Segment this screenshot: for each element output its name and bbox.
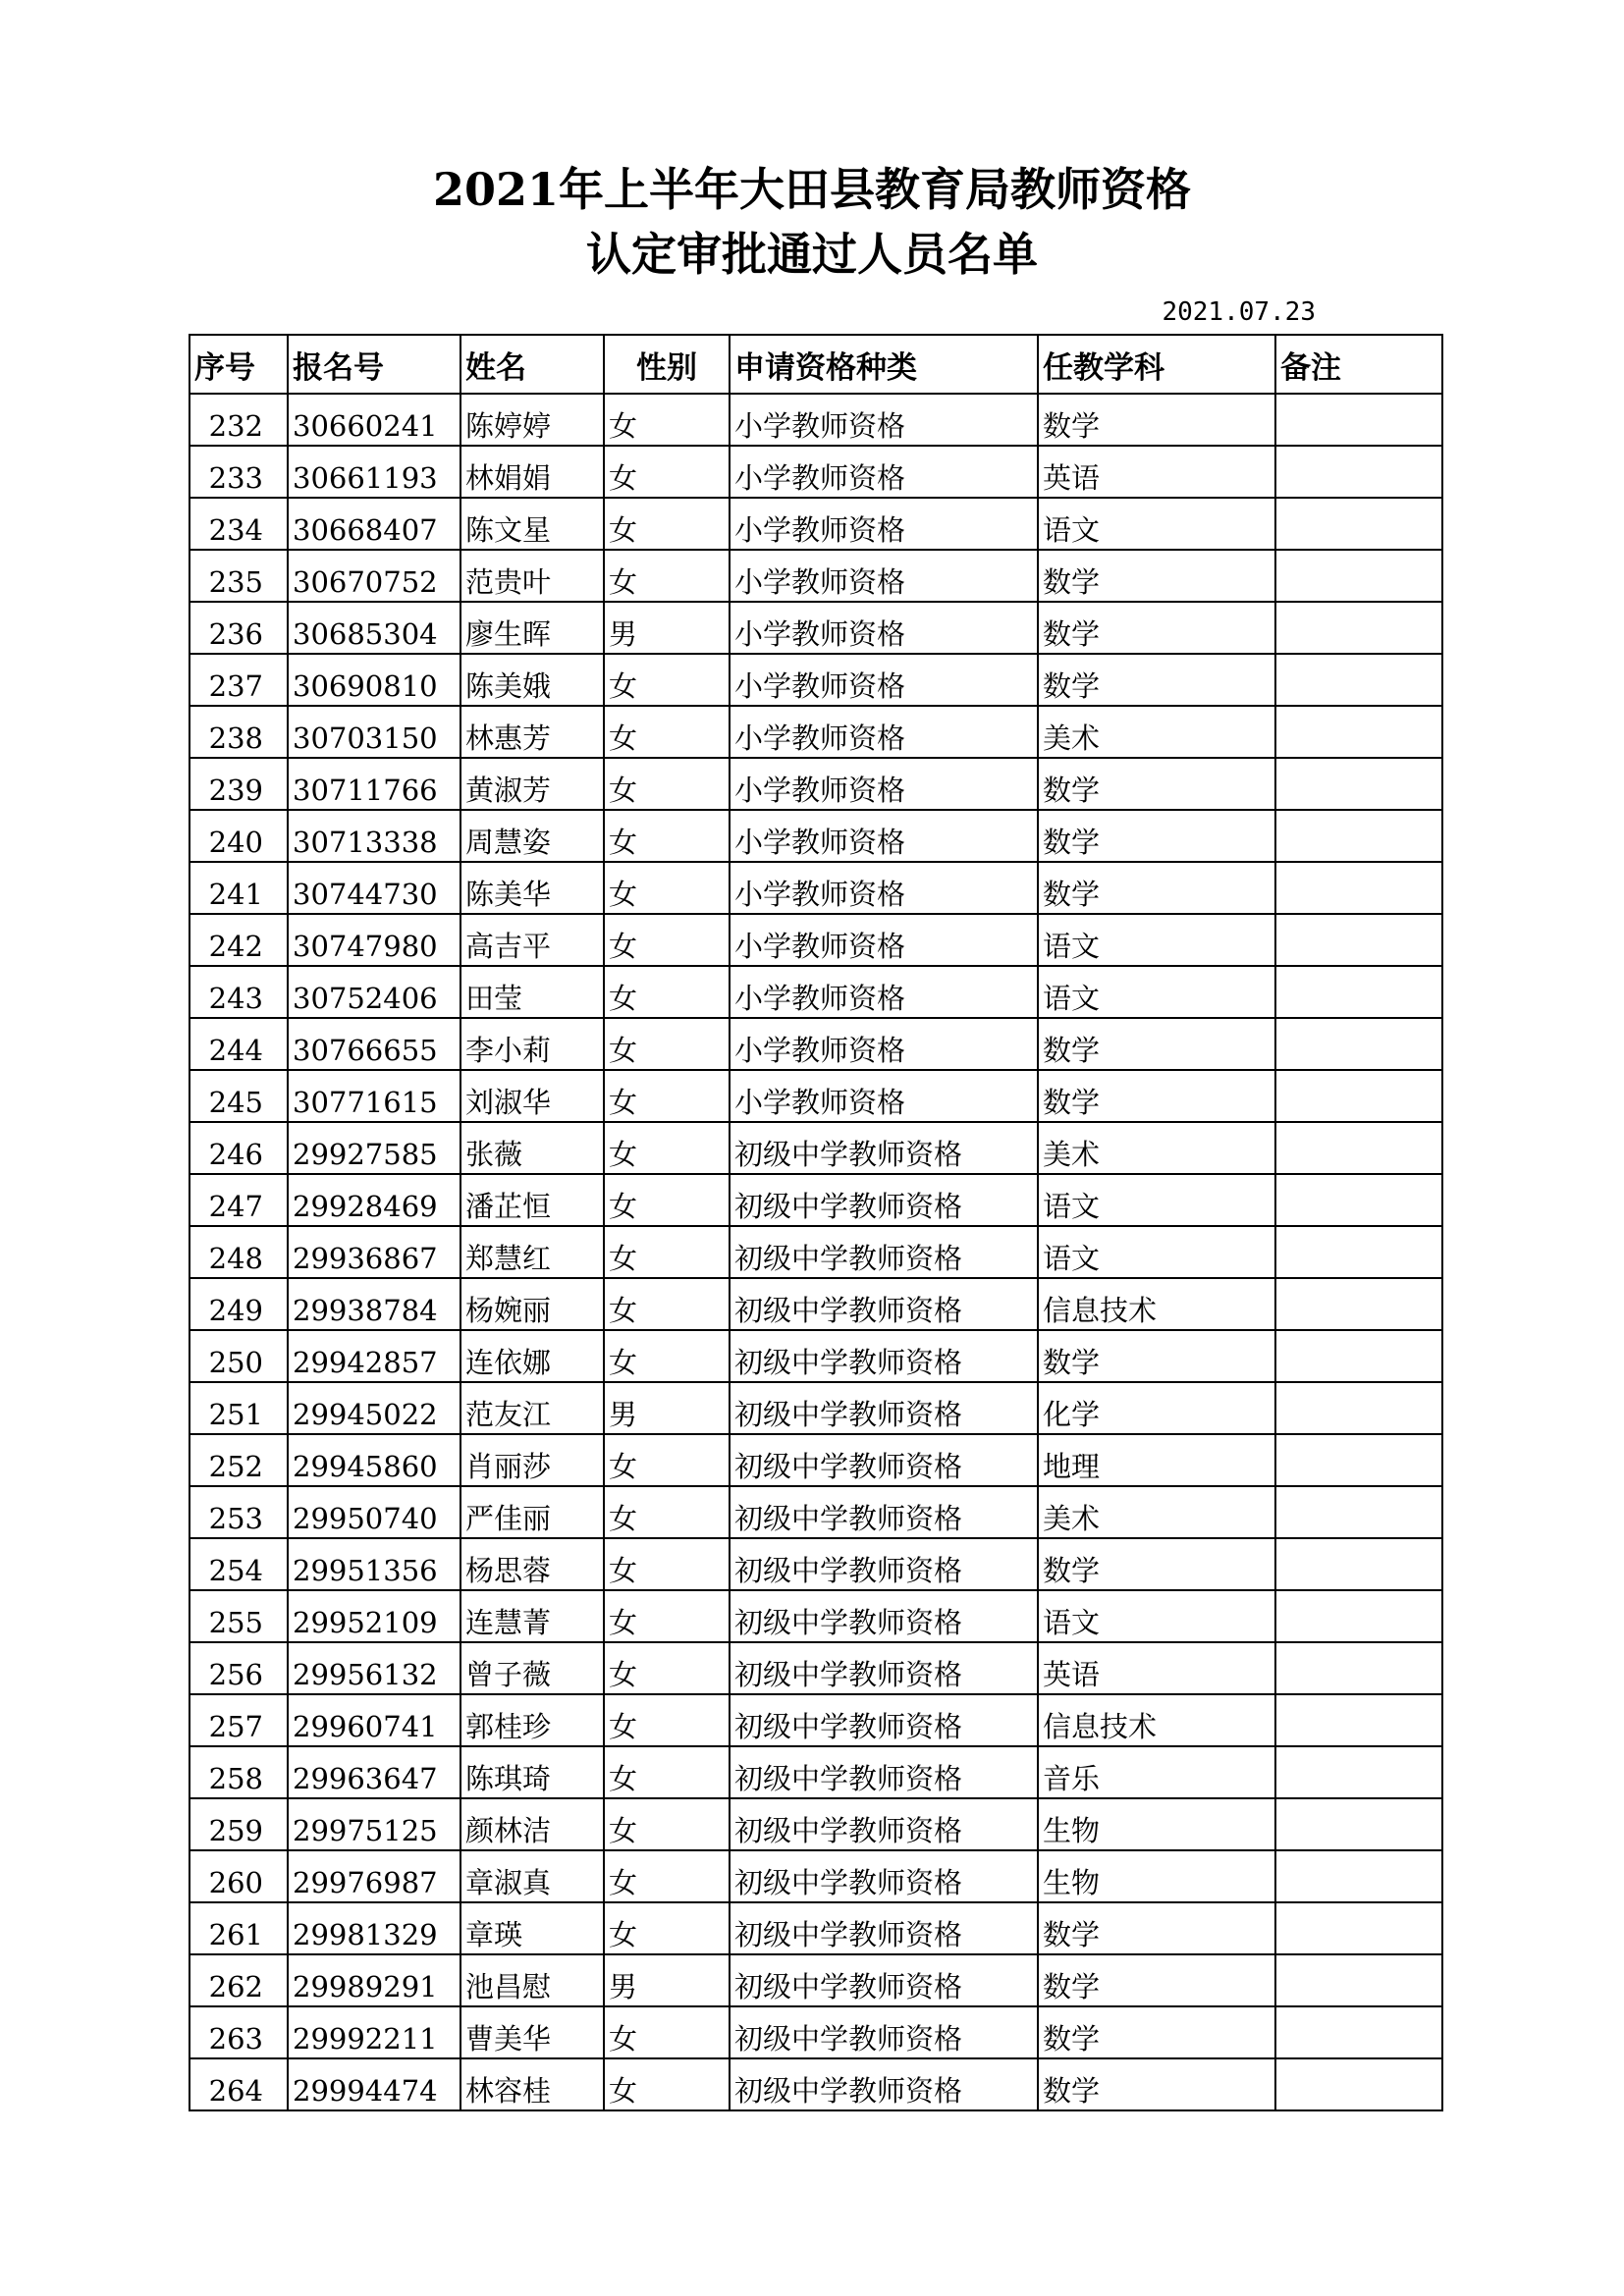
cell-reg-no: 29994474 [288,2058,460,2110]
cell-subject: 音乐 [1038,1746,1275,1798]
cell-remark [1275,914,1442,966]
cell-subject: 美术 [1038,1122,1275,1174]
cell-gender: 女 [604,446,730,498]
cell-type: 小学教师资格 [730,758,1038,810]
cell-seq: 256 [189,1642,288,1694]
cell-type: 小学教师资格 [730,602,1038,654]
cell-subject: 语文 [1038,966,1275,1018]
cell-seq: 243 [189,966,288,1018]
cell-remark [1275,1746,1442,1798]
cell-seq: 246 [189,1122,288,1174]
cell-name: 范友江 [460,1382,604,1434]
table-row [189,1746,1442,1798]
cell-remark [1275,654,1442,706]
cell-remark [1275,810,1442,862]
cell-reg-no: 30752406 [288,966,460,1018]
cell-seq: 237 [189,654,288,706]
cell-reg-no: 29952109 [288,1590,460,1642]
table-row [189,498,1442,550]
cell-reg-no: 29956132 [288,1642,460,1694]
table-row [189,1902,1442,1954]
table-row [189,1278,1442,1330]
cell-seq: 263 [189,2006,288,2058]
cell-subject: 美术 [1038,706,1275,758]
cell-name: 杨婉丽 [460,1278,604,1330]
cell-subject: 数学 [1038,602,1275,654]
cell-reg-no: 29976987 [288,1850,460,1902]
cell-reg-no: 30703150 [288,706,460,758]
header-subject: 任教学科 [1038,335,1275,394]
table-row [189,758,1442,810]
cell-seq: 232 [189,394,288,446]
cell-subject: 语文 [1038,914,1275,966]
header-name: 姓名 [460,335,604,394]
cell-subject: 数学 [1038,1954,1275,2006]
cell-reg-no: 29950740 [288,1486,460,1538]
cell-type: 小学教师资格 [730,654,1038,706]
roster-table [189,334,1443,2111]
table-row [189,1330,1442,1382]
cell-gender: 女 [604,1538,730,1590]
cell-gender: 女 [604,1226,730,1278]
publish-date: 2021.07.23 [1162,297,1316,327]
cell-name: 曾子薇 [460,1642,604,1694]
cell-seq: 240 [189,810,288,862]
cell-type: 初级中学教师资格 [730,1694,1038,1746]
cell-type: 初级中学教师资格 [730,2058,1038,2110]
cell-gender: 女 [604,758,730,810]
cell-type: 初级中学教师资格 [730,2006,1038,2058]
cell-gender: 女 [604,2058,730,2110]
cell-type: 初级中学教师资格 [730,1850,1038,1902]
cell-remark [1275,1954,1442,2006]
cell-remark [1275,1798,1442,1850]
cell-gender: 女 [604,1798,730,1850]
cell-name: 郭桂珍 [460,1694,604,1746]
cell-gender: 女 [604,1486,730,1538]
cell-reg-no: 29981329 [288,1902,460,1954]
table-row [189,1642,1442,1694]
table-row [189,2058,1442,2110]
cell-seq: 242 [189,914,288,966]
cell-gender: 男 [604,602,730,654]
cell-seq: 248 [189,1226,288,1278]
table-row [189,1382,1442,1434]
cell-seq: 251 [189,1382,288,1434]
cell-gender: 女 [604,1642,730,1694]
cell-name: 潘芷恒 [460,1174,604,1226]
cell-name: 章淑真 [460,1850,604,1902]
cell-type: 小学教师资格 [730,550,1038,602]
cell-name: 连依娜 [460,1330,604,1382]
cell-seq: 261 [189,1902,288,1954]
cell-remark [1275,1642,1442,1694]
cell-remark [1275,1174,1442,1226]
cell-subject: 数学 [1038,1902,1275,1954]
cell-type: 小学教师资格 [730,1070,1038,1122]
cell-remark [1275,966,1442,1018]
cell-remark [1275,498,1442,550]
header-row [189,335,1442,394]
cell-seq: 255 [189,1590,288,1642]
cell-gender: 女 [604,1746,730,1798]
cell-gender: 女 [604,1330,730,1382]
cell-remark [1275,1122,1442,1174]
cell-gender: 女 [604,1902,730,1954]
cell-type: 初级中学教师资格 [730,1798,1038,1850]
cell-subject: 数学 [1038,550,1275,602]
cell-subject: 生物 [1038,1798,1275,1850]
table-row [189,1226,1442,1278]
table-row [189,1174,1442,1226]
cell-remark [1275,862,1442,914]
cell-gender: 女 [604,706,730,758]
cell-gender: 女 [604,1590,730,1642]
cell-type: 小学教师资格 [730,394,1038,446]
table-row [189,966,1442,1018]
cell-type: 小学教师资格 [730,862,1038,914]
cell-seq: 247 [189,1174,288,1226]
cell-name: 林娟娟 [460,446,604,498]
cell-remark [1275,1902,1442,1954]
cell-gender: 男 [604,1954,730,2006]
cell-seq: 259 [189,1798,288,1850]
cell-reg-no: 30766655 [288,1018,460,1070]
cell-remark [1275,1070,1442,1122]
table-row [189,1070,1442,1122]
cell-seq: 258 [189,1746,288,1798]
cell-seq: 234 [189,498,288,550]
cell-remark [1275,1018,1442,1070]
header-gender: 性别 [604,335,730,394]
table-row [189,706,1442,758]
cell-gender: 女 [604,1850,730,1902]
cell-type: 初级中学教师资格 [730,1330,1038,1382]
cell-subject: 美术 [1038,1486,1275,1538]
cell-type: 初级中学教师资格 [730,1226,1038,1278]
cell-type: 小学教师资格 [730,446,1038,498]
cell-reg-no: 29945022 [288,1382,460,1434]
cell-gender: 女 [604,654,730,706]
cell-reg-no: 30771615 [288,1070,460,1122]
cell-name: 杨思蓉 [460,1538,604,1590]
cell-subject: 数学 [1038,1330,1275,1382]
cell-name: 张薇 [460,1122,604,1174]
table-row [189,914,1442,966]
cell-remark [1275,706,1442,758]
cell-subject: 语文 [1038,1226,1275,1278]
cell-seq: 252 [189,1434,288,1486]
cell-reg-no: 29992211 [288,2006,460,2058]
cell-reg-no: 29938784 [288,1278,460,1330]
table-row [189,1538,1442,1590]
cell-subject: 数学 [1038,2006,1275,2058]
cell-name: 严佳丽 [460,1486,604,1538]
cell-seq: 249 [189,1278,288,1330]
cell-name: 田莹 [460,966,604,1018]
cell-reg-no: 29951356 [288,1538,460,1590]
cell-name: 连慧菁 [460,1590,604,1642]
cell-gender: 女 [604,498,730,550]
cell-subject: 数学 [1038,394,1275,446]
cell-seq: 244 [189,1018,288,1070]
header-remark: 备注 [1275,335,1442,394]
cell-type: 初级中学教师资格 [730,1902,1038,1954]
cell-reg-no: 29928469 [288,1174,460,1226]
cell-subject: 地理 [1038,1434,1275,1486]
table-row [189,602,1442,654]
cell-remark [1275,1330,1442,1382]
cell-gender: 女 [604,1070,730,1122]
cell-type: 初级中学教师资格 [730,1746,1038,1798]
cell-subject: 英语 [1038,1642,1275,1694]
cell-reg-no: 29975125 [288,1798,460,1850]
cell-subject: 化学 [1038,1382,1275,1434]
cell-type: 初级中学教师资格 [730,1642,1038,1694]
cell-reg-no: 29945860 [288,1434,460,1486]
cell-type: 初级中学教师资格 [730,1538,1038,1590]
cell-name: 范贵叶 [460,550,604,602]
cell-type: 小学教师资格 [730,810,1038,862]
table-row [189,1798,1442,1850]
cell-subject: 语文 [1038,498,1275,550]
cell-name: 陈琪琦 [460,1746,604,1798]
cell-seq: 260 [189,1850,288,1902]
cell-type: 初级中学教师资格 [730,1434,1038,1486]
cell-gender: 女 [604,862,730,914]
cell-type: 小学教师资格 [730,498,1038,550]
cell-type: 初级中学教师资格 [730,1382,1038,1434]
cell-reg-no: 29927585 [288,1122,460,1174]
cell-seq: 233 [189,446,288,498]
cell-seq: 257 [189,1694,288,1746]
cell-remark [1275,2058,1442,2110]
cell-type: 小学教师资格 [730,706,1038,758]
cell-reg-no: 29963647 [288,1746,460,1798]
cell-seq: 254 [189,1538,288,1590]
cell-gender: 女 [604,914,730,966]
cell-subject: 生物 [1038,1850,1275,1902]
cell-remark [1275,446,1442,498]
table-row [189,1122,1442,1174]
cell-remark [1275,1382,1442,1434]
table-row [189,654,1442,706]
cell-remark [1275,1590,1442,1642]
cell-name: 曹美华 [460,2006,604,2058]
cell-name: 陈文星 [460,498,604,550]
table-row [189,1954,1442,2006]
cell-seq: 253 [189,1486,288,1538]
table-row [189,1434,1442,1486]
cell-name: 池昌慰 [460,1954,604,2006]
cell-gender: 女 [604,966,730,1018]
cell-name: 颜林洁 [460,1798,604,1850]
title-line-2: 认定审批通过人员名单 [586,228,1038,281]
cell-name: 林容桂 [460,2058,604,2110]
cell-seq: 245 [189,1070,288,1122]
table-row [189,446,1442,498]
cell-remark [1275,602,1442,654]
cell-gender: 女 [604,1434,730,1486]
cell-reg-no: 30744730 [288,862,460,914]
cell-name: 高吉平 [460,914,604,966]
cell-reg-no: 29960741 [288,1694,460,1746]
cell-subject: 数学 [1038,810,1275,862]
cell-remark [1275,758,1442,810]
cell-reg-no: 29936867 [288,1226,460,1278]
cell-name: 林惠芳 [460,706,604,758]
cell-name: 李小莉 [460,1018,604,1070]
cell-type: 初级中学教师资格 [730,1954,1038,2006]
cell-type: 小学教师资格 [730,914,1038,966]
cell-seq: 235 [189,550,288,602]
cell-remark [1275,2006,1442,2058]
cell-seq: 236 [189,602,288,654]
cell-remark [1275,1486,1442,1538]
cell-subject: 数学 [1038,2058,1275,2110]
cell-gender: 女 [604,394,730,446]
table-row [189,550,1442,602]
cell-reg-no: 29989291 [288,1954,460,2006]
cell-name: 陈美娥 [460,654,604,706]
roster-body [189,394,1442,2110]
cell-reg-no: 30713338 [288,810,460,862]
cell-remark [1275,1850,1442,1902]
cell-seq: 262 [189,1954,288,2006]
cell-remark [1275,550,1442,602]
cell-type: 初级中学教师资格 [730,1590,1038,1642]
table-row [189,1018,1442,1070]
cell-type: 小学教师资格 [730,1018,1038,1070]
table-row [189,1590,1442,1642]
cell-seq: 250 [189,1330,288,1382]
cell-gender: 女 [604,2006,730,2058]
cell-subject: 数学 [1038,862,1275,914]
cell-gender: 女 [604,1122,730,1174]
cell-name: 周慧姿 [460,810,604,862]
cell-reg-no: 29942857 [288,1330,460,1382]
cell-seq: 238 [189,706,288,758]
cell-name: 章瑛 [460,1902,604,1954]
cell-remark [1275,1278,1442,1330]
cell-reg-no: 30690810 [288,654,460,706]
table-row [189,1486,1442,1538]
cell-type: 初级中学教师资格 [730,1122,1038,1174]
cell-subject: 数学 [1038,1018,1275,1070]
cell-remark [1275,394,1442,446]
header-reg-no: 报名号 [288,335,460,394]
page-title [0,157,1624,287]
cell-remark [1275,1226,1442,1278]
cell-subject: 信息技术 [1038,1278,1275,1330]
cell-gender: 女 [604,1018,730,1070]
cell-reg-no: 30661193 [288,446,460,498]
cell-gender: 女 [604,1174,730,1226]
cell-name: 陈婷婷 [460,394,604,446]
table-row [189,394,1442,446]
cell-gender: 女 [604,550,730,602]
cell-subject: 数学 [1038,1070,1275,1122]
cell-seq: 264 [189,2058,288,2110]
cell-subject: 语文 [1038,1174,1275,1226]
cell-gender: 女 [604,810,730,862]
cell-subject: 数学 [1038,1538,1275,1590]
cell-remark [1275,1694,1442,1746]
cell-seq: 241 [189,862,288,914]
header-seq: 序号 [189,335,288,394]
cell-seq: 239 [189,758,288,810]
cell-type: 初级中学教师资格 [730,1486,1038,1538]
cell-reg-no: 30670752 [288,550,460,602]
table-row [189,862,1442,914]
cell-type: 初级中学教师资格 [730,1278,1038,1330]
header-type: 申请资格种类 [730,335,1038,394]
cell-subject: 英语 [1038,446,1275,498]
cell-reg-no: 30668407 [288,498,460,550]
cell-subject: 语文 [1038,1590,1275,1642]
cell-subject: 数学 [1038,654,1275,706]
title-line-1: 2021年上半年大田县教育局教师资格 [432,163,1192,216]
cell-gender: 女 [604,1694,730,1746]
cell-type: 初级中学教师资格 [730,1174,1038,1226]
cell-subject: 信息技术 [1038,1694,1275,1746]
cell-type: 小学教师资格 [730,966,1038,1018]
cell-remark [1275,1434,1442,1486]
cell-reg-no: 30711766 [288,758,460,810]
table-row [189,1694,1442,1746]
cell-name: 郑慧红 [460,1226,604,1278]
cell-name: 陈美华 [460,862,604,914]
cell-reg-no: 30747980 [288,914,460,966]
cell-subject: 数学 [1038,758,1275,810]
cell-reg-no: 30685304 [288,602,460,654]
cell-name: 廖生晖 [460,602,604,654]
cell-gender: 女 [604,1278,730,1330]
table-row [189,1850,1442,1902]
cell-reg-no: 30660241 [288,394,460,446]
cell-name: 刘淑华 [460,1070,604,1122]
cell-name: 肖丽莎 [460,1434,604,1486]
cell-name: 黄淑芳 [460,758,604,810]
cell-remark [1275,1538,1442,1590]
table-row [189,810,1442,862]
cell-gender: 男 [604,1382,730,1434]
table-row [189,2006,1442,2058]
